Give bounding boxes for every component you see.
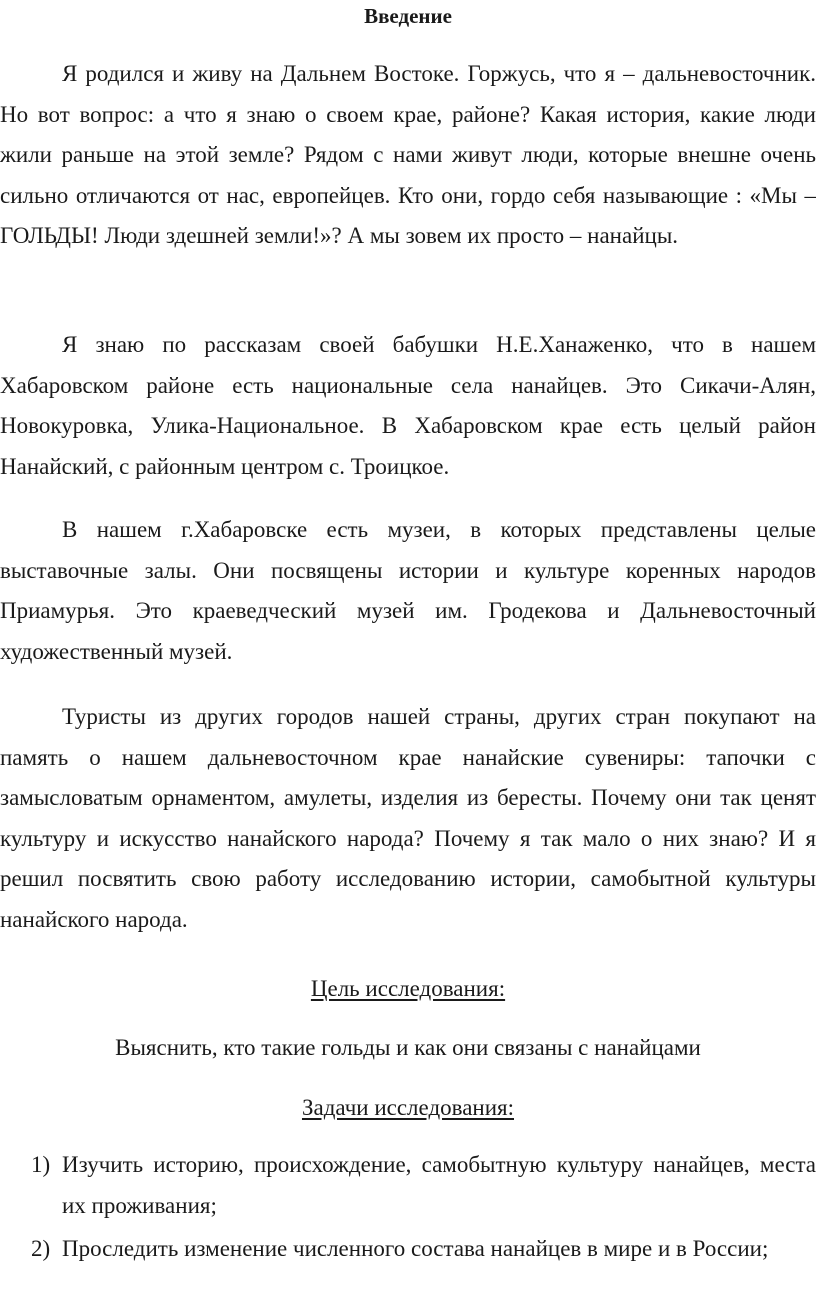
task-number: 1) [31, 1152, 51, 1177]
goal-heading: Цель исследования: [310, 976, 506, 1001]
task-item [0, 1229, 816, 1270]
paragraph-museums: В нашем г.Хабаровске есть музеи, в которых представлены целые выставочные залы. Они посвящены истории и культуре коренных народов Приамурья. Это краеведческий музей им. Гродекова и Дальневосточный художественный музей. [0, 517, 816, 664]
task-text: Изучить историю, происхождение, самобытную культуру нанайцев, места их проживания; [62, 1152, 816, 1218]
task-number: 2) [31, 1236, 51, 1261]
task-text: Проследить изменение численного состава нанайцев в мире и в России; [62, 1236, 769, 1261]
paragraph-grandmother: Я знаю по рассказам своей бабушки Н.Е.Ханаженко, что в нашем Хабаровском районе есть национальные села нанайцев. Это Сикачи-Алян, Новокуровка, Улика-Национальное. В Хабаровском крае есть целый район Нанайский, с районным центром с. Троицкое. [0, 332, 816, 479]
paragraph-tourists: Туристы из других городов нашей страны, других стран покупают на память о нашем дальневосточном крае нанайские сувениры: тапочки с замысловатым орнаментом, амулеты, изделия из бересты. Почему они так ценят культуру и искусство нанайского народа? Почему я так мало о них знаю? И я решил посвятить свою работу исследованию истории, самобытной культуры нанайского народа. [0, 704, 816, 932]
goal-text: Выяснить, кто такие гольды и как они связаны с нанайцами [115, 1035, 701, 1060]
task-item [0, 1145, 816, 1226]
document-title: Введение [364, 4, 452, 28]
paragraph-intro: Я родился и живу на Дальнем Востоке. Горжусь, что я – дальневосточник. Но вот вопрос: а что я знаю о своем крае, районе? Какая история, какие люди жили раньше на этой земле? Рядом с нами живут люди, которые внешне очень сильно отличаются от нас, европейцев. Кто они, гордо себя называющие : «Мы – ГОЛЬДЫ! Люди здешней земли!»? А мы зовем их просто – нанайцы. [0, 61, 816, 248]
tasks-heading: Задачи исследования: [301, 1095, 514, 1120]
